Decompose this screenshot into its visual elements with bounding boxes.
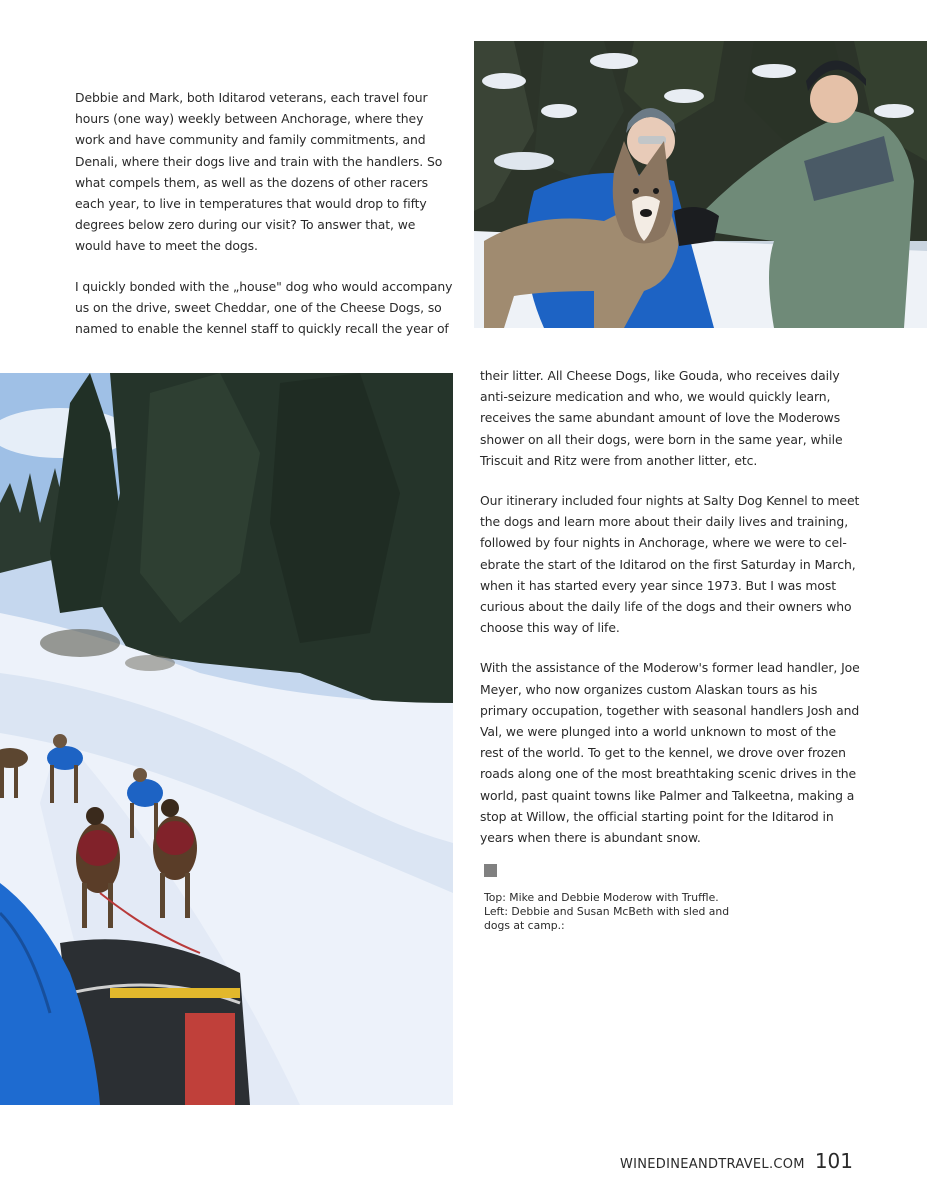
photo-sled-dog-team	[0, 373, 453, 1105]
paragraph-cheese-dogs: their litter. All Cheese Dogs, like Gouda, who receives daily anti-seizure medication and who, we would quickly learn, receives the same abundant amount of love the Moderows shower on all their dogs, were born in the same year, while Triscuit and Ritz were from another litter, etc.	[480, 368, 843, 468]
paragraph-itinerary: Our itinerary included four nights at Salty Dog Kennel to meet the dogs and learn more about their daily lives and training, followed by four nights in Anchorage, where we were to cel-ebrate the start of the Iditarod on the first Saturday in March, when it has started every year since 1973. But I was most curious about the daily life of the dogs and their owners who choose this way of life.	[480, 493, 860, 636]
article-left-column	[75, 87, 455, 358]
caption-line: Top: Mike and Debbie Moderow with Truffle.	[484, 891, 719, 904]
photo-caption	[484, 891, 744, 933]
caption-line: dogs at camp.:	[484, 919, 565, 932]
footer-site-name: WINEDINEANDTRAVEL.COM	[619, 1157, 805, 1172]
page-number: 101	[814, 1149, 853, 1173]
article-right-column	[480, 365, 860, 867]
paragraph-journey: With the assistance of the Moderow's former lead handler, Joe Meyer, who now organizes custom Alaskan tours as his primary occupation, together with seasonal handlers Josh and Val, we were plunged into a world unknown to most of the rest of the world. To get to the kennel, we drove over frozen roads along one of the most breathtaking scenic drives in the world, past quaint towns like Palmer and Talkeetna, making a stop at Willow, the official starting point for the Iditarod in years when there is abundant snow.	[480, 660, 860, 846]
page-footer	[620, 1149, 853, 1173]
caption-line: Left: Debbie and Susan McBeth with sled and	[484, 905, 730, 918]
caption-marker-square	[484, 864, 497, 877]
photo-people-with-husky	[474, 41, 927, 328]
paragraph-intro: Debbie and Mark, both Iditarod veterans, each travel four hours (one way) weekly between Anchorage, where they work and have community and family commitments, and Denali, where their dogs live and train with the handlers. So what compels them, as well as the dozens of other racers each year, to live in temperatures that would drop to fifty degrees below zero during our visit? To answer that, we would have to meet the dogs.	[75, 90, 443, 254]
paragraph-cheddar: I quickly bonded with the „house" dog who would accompany us on the drive, sweet Cheddar, one of the Cheese Dogs, so named to enable the kennel staff to quickly recall the year of	[75, 278, 453, 337]
